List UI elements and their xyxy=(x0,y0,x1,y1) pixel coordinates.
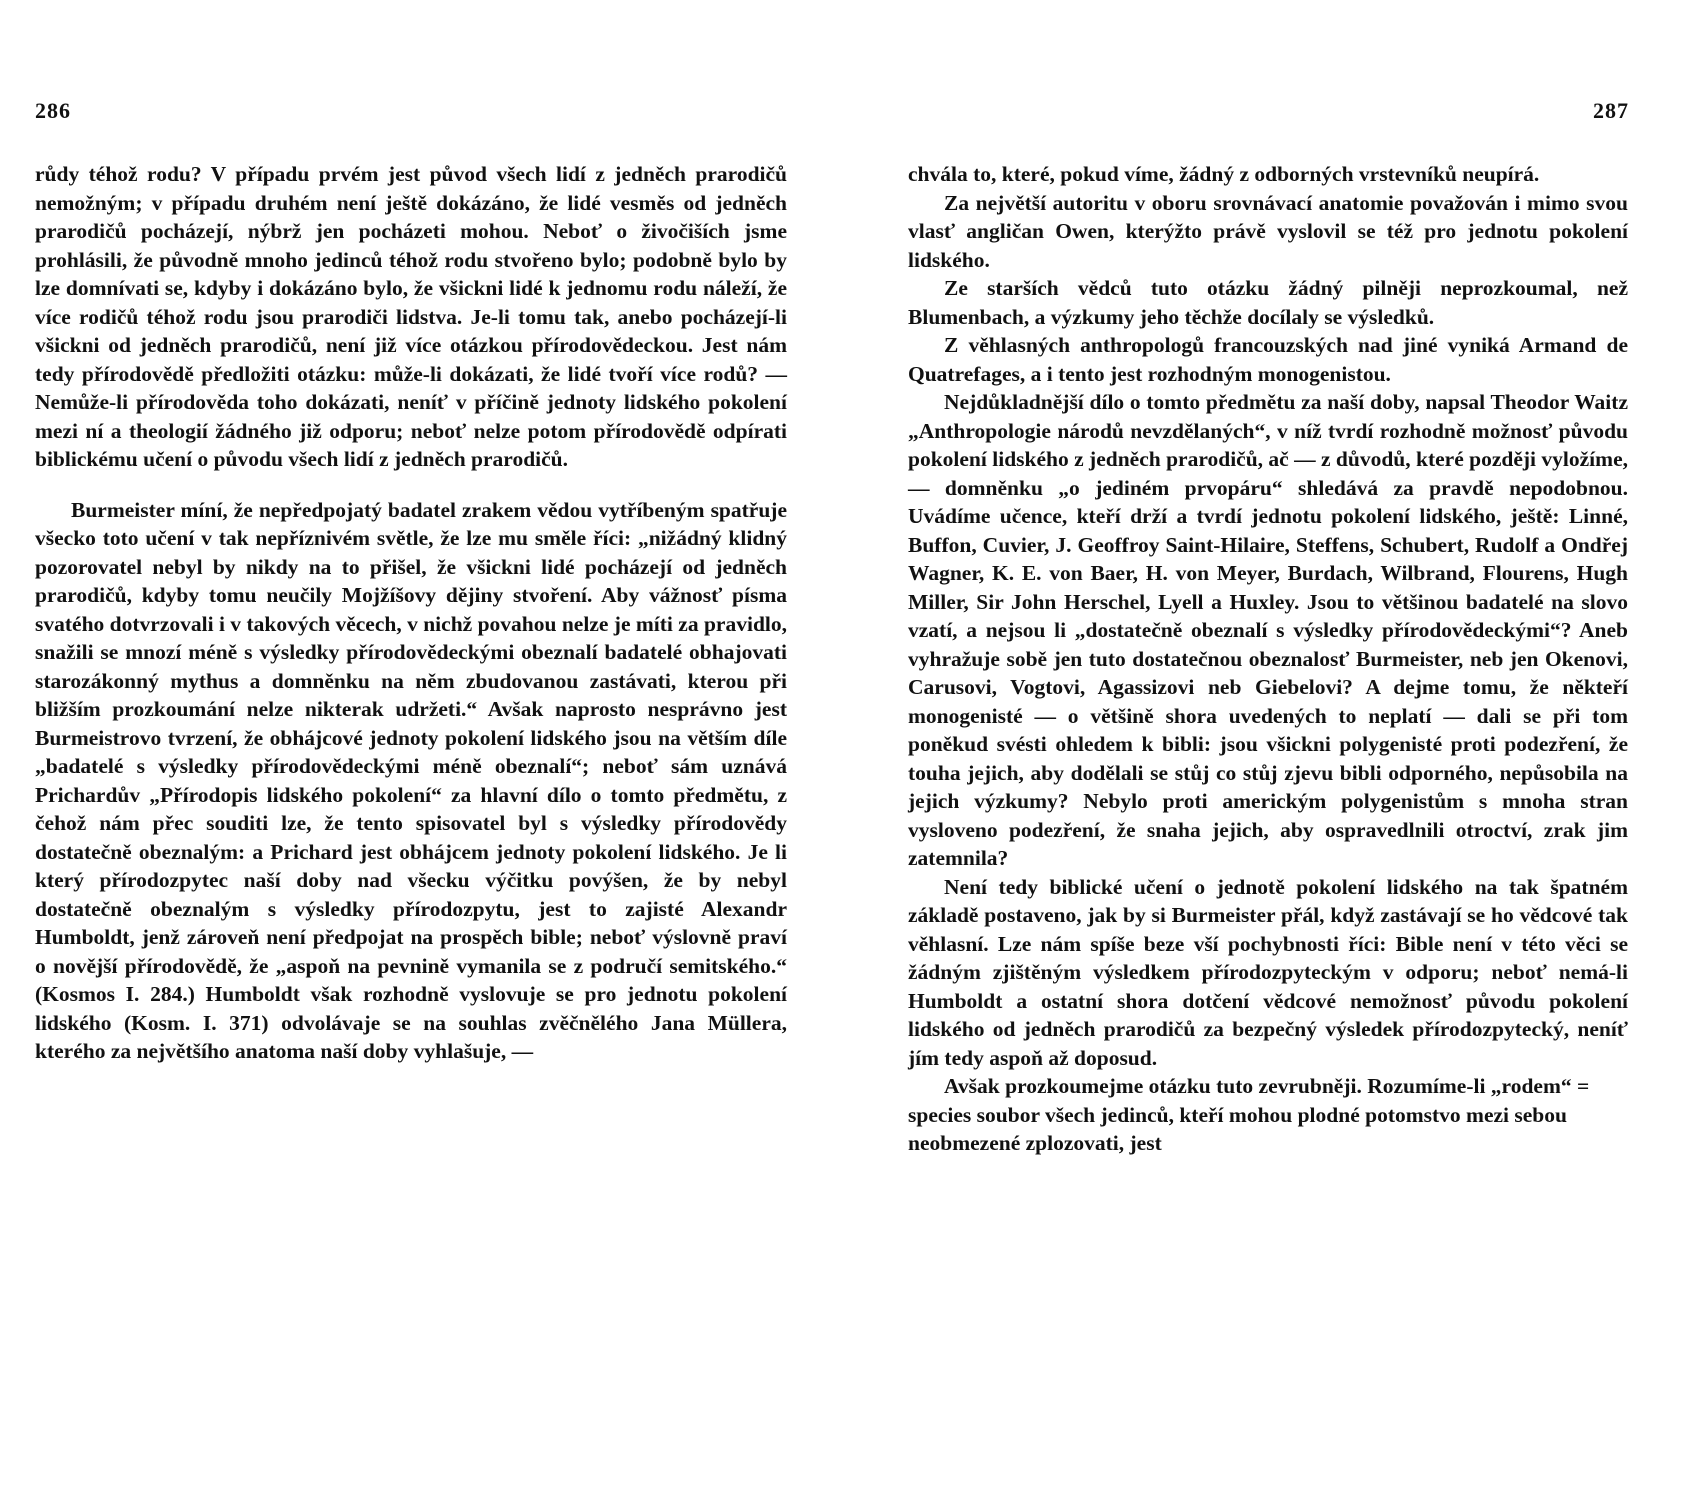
paragraph: Není tedy biblické učení o jednotě pokolení lidského na tak špatném základě postaveno, jak by si Burmeister přál, když zastávají se ho vědcové tak věhlasní. Lze nám spíše beze vší pochybnosti říci: Bible není v této věci se žádným zjištěným výsledkem přírodozpyteckým v odporu; neboť nemá-li Humboldt a ostatní shora dotčení vědcové nemožnosť původu pokolení lidského od jedněch prarodičů za bezpečný výsledek přírodozpytecký, neníť jím tedy aspoň až doposud. xyxy=(908,874,1628,1070)
left-page-number: 286 xyxy=(35,98,71,123)
paragraph: chvála to, které, pokud víme, žádný z odborných vrstevníků neupírá. xyxy=(908,162,1540,186)
right-page-number: 287 xyxy=(1593,98,1629,123)
paragraph: růdy téhož rodu? V případu prvém jest původ všech lidí z jedněch prarodičů nemožným; v případu druhém není ještě dokázáno, že lidé vesměs od jedněch prarodičů pocházejí, nýbrž jen pocházeti mohou. Neboť o živočiších jsme prohlásili, že původně mnoho jedinců téhož rodu stvořeno bylo; podobně bylo by lze domnívati se, kdyby i dokázáno bylo, že všickni lidé k jednomu rodu náleží, že více rodičů téhož rodu jsou prarodiči lidstva. Je-li tomu tak, anebo pocházejí-li všickni od jedněch prarodičů, není již více otázkou přírodovědeckou. Jest nám tedy přírodovědě předložiti otázku: může-li dokázati, že lidé tvoří více rodů? — Nemůže-li přírodověda toho dokázati, neníť v příčině jednoty lidského pokolení mezi ní a theologií žádného již odporu; neboť nelze potom přírodovědě odpírati biblickému učení o původu všech lidí z jedněch prarodičů. xyxy=(35,162,787,471)
paragraph: Avšak prozkoumejme otázku tuto zevrubněji. Rozumíme-li „rodem“ = species soubor všech jedinců, kteří mohou plodné potomstvo mezi sebou neobmezené zplozovati, jest xyxy=(908,1074,1590,1155)
left-page-text xyxy=(35,160,787,1066)
paragraph: Z věhlasných anthropologů francouzských nad jiné vyniká Armand de Quatrefages, a i tento jest rozhodným monogenistou. xyxy=(908,333,1628,386)
paragraph: Burmeister míní, že nepředpojatý badatel zrakem vědou vytříbeným spatřuje všecko toto učení v tak nepříznivém světle, že lze mu směle říci: „nižádný klidný pozorovatel nebyl by nikdy na to přišel, že všickni lidé pocházejí od jedněch prarodičů, kdyby tomu neučily Mojžíšovy dějiny stvoření. Aby vážnosť písma svatého dotvrzovali i v takových věcech, v nichž povahou nelze je míti za pravidlo, snažili se mnozí méně s výsledky přírodovědeckými obeznalí badatelé obhajovati starozákonný mythus a domněnku na něm zbudovanou zastávati, kterou při bližším prozkoumání nelze nikterak udržeti.“ Avšak naprosto nesprávno jest Burmeistrovo tvrzení, že obhájcové jednoty pokolení lidského jsou na větším díle „badatelé s výsledky přírodovědeckými méně obeznalí“; neboť sám uznává Prichardův „Přírodopis lidského pokolení“ za hlavní dílo o tomto předmětu, z čehož nám přec souditi lze, že tento spisovatel byl s výsledky přírodovědy dostatečně obeznalým: a Prichard jest obhájcem jednoty pokolení lidského. Je li který přírodozpytec naší doby nad všecku výčitku povýšen, že by nebyl dostatečně obeznalým s výsledky přírodozpytu, jest to zajisté Alexandr Humboldt, jenž zároveň není předpojat na prospěch bible; neboť výslovně praví o novější přírodovědě, že „aspoň na pevnině vymanila se z područí semitského.“ (Kosmos I. 284.) Humboldt však rozhodně vyslovuje se pro jednotu pokolení lidského (Kosm. I. 371) odvolávaje se na souhlas zvěčnělého Jana Müllera, kterého za největšího anatoma naší doby vyhlašuje, — xyxy=(35,497,787,1063)
right-page-text xyxy=(908,160,1628,1158)
paragraph: Nejdůkladnější dílo o tomto předmětu za naší doby, napsal Theodor Waitz „Anthropologie národů nevzdělaných“, v níž tvrdí rozhodně možnosť původu pokolení lidského z jedněch prarodičů, ač — z důvodů, které později vyložíme, — domněnku „o jediném prvopáru“ shledává za pravdě nepodobnou. Uvádíme učence, kteří drží a tvrdí jednotu pokolení lidského, ještě: Linné, Buffon, Cuvier, J. Geoffroy Saint-Hilaire, Steffens, Schubert, Rudolf a Ondřej Wagner, K. E. von Baer, H. von Meyer, Burdach, Wilbrand, Flourens, Hugh Miller, Sir John Herschel, Lyell a Huxley. Jsou to většinou badatelé na slovo vzatí, a nejsou li „dostatečně obeznalí s výsledky přírodovědeckými“? Aneb vyhražuje sobě jen tuto dostatečnou obeznalosť Burmeister, neb jen Okenovi, Carusovi, Vogtovi, Agassizovi neb Giebelovi? A dejme tomu, že někteří monogenisté — o většině shora uvedených to neplatí — dali se při tom poněkud svésti ohledem k bibli: jsou všickni polygenisté proti podezření, že touha jejich, aby dodělali se stůj co stůj zjevu bibli odporného, nepůsobila na jejich výzkumy? Nebylo proti americkým polygenistům s mnoha stran vysloveno podezření, že snaha jejich, aby ospravedlnili otroctví, zrak jim zatemnila? xyxy=(908,390,1628,870)
paragraph: Za největší autoritu v oboru srovnávací anatomie považován i mimo svou vlasť angličan Owen, kterýžto právě vyslovil se též pro jednotu pokolení lidského. xyxy=(908,190,1628,272)
paragraph: Ze starších vědců tuto otázku žádný pilněji neprozkoumal, než Blumenbach, a výzkumy jeho těchže docílaly se výsledků. xyxy=(908,276,1628,329)
